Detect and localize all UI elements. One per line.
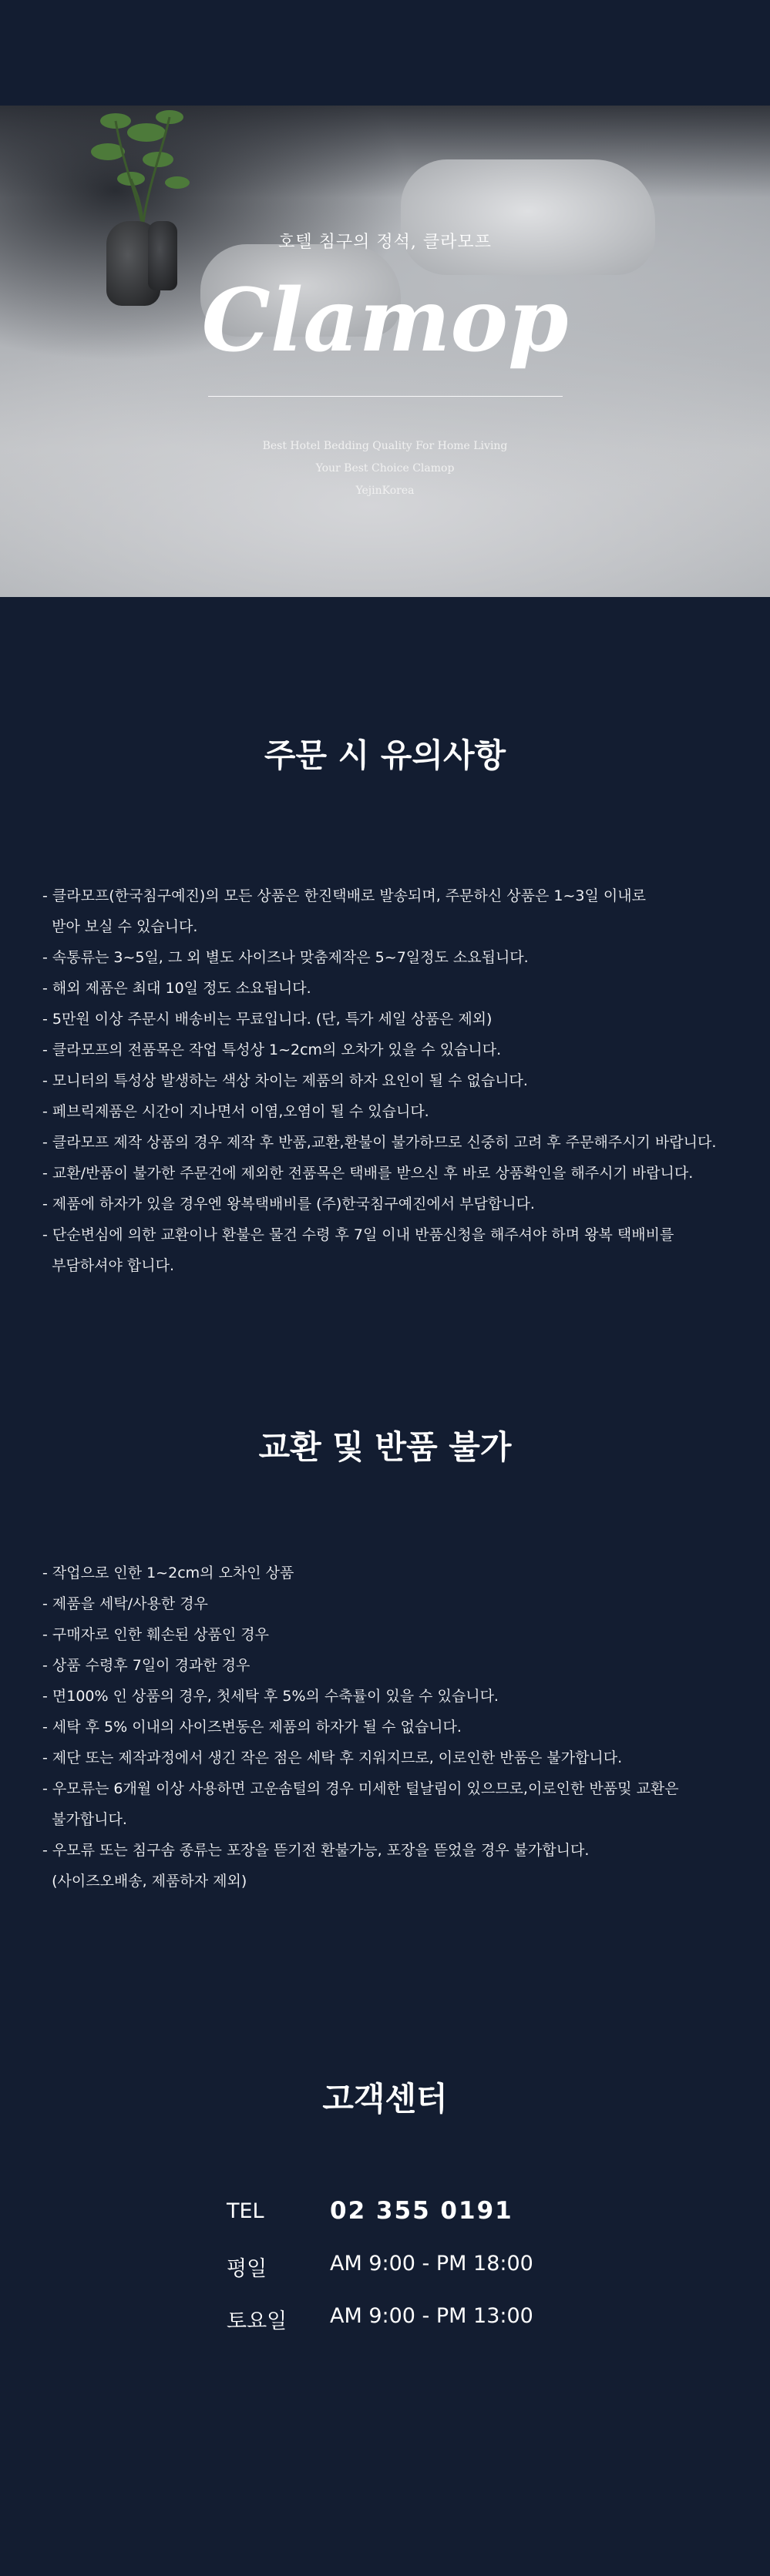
hero-subtitle: 호텔 침구의 정석, 클라모프 (278, 233, 492, 252)
no-return-title: 교환 및 반품 불가 (258, 1428, 512, 1466)
list-item: - 우모류는 6개월 이상 사용하면 고운솜털의 경우 미세한 털날림이 있으므로,이로인한 반품및 교환은 불가합니다. (42, 1780, 679, 1828)
no-return-list (42, 1558, 736, 1897)
list-item: - 페브릭제품은 시간이 지나면서 이염,오염이 될 수 있습니다. (42, 1103, 429, 1120)
list-item: - 제품을 세탁/사용한 경우 (42, 1595, 208, 1612)
list-item: - 클라모프 제작 상품의 경우 제작 후 반품,교환,환불이 불가하므로 신중히 고려 후 주문해주시기 바랍니다. (42, 1134, 717, 1151)
list-item: - 속통류는 3~5일, 그 외 별도 사이즈나 맞춤제작은 5~7일정도 소요됩니다. (42, 949, 529, 966)
customer-center-title: 고객센터 (322, 2080, 448, 2118)
customer-center-info (227, 2199, 550, 2356)
tel-label: TEL (227, 2199, 264, 2223)
order-notice-list (42, 880, 736, 1281)
list-item: - 단순변심에 의한 교환이나 환불은 물건 수령 후 7일 이내 반품신청을 해주셔야 하며 왕복 택배비를 부담하셔야 합니다. (42, 1226, 674, 1274)
order-notice-title: 주문 시 유의사항 (264, 736, 506, 774)
saturday-hours: AM 9:00 - PM 13:00 (330, 2304, 533, 2328)
list-item: - 구매자로 인한 훼손된 상품인 경우 (42, 1626, 270, 1643)
hero-tagline: Best Hotel Bedding Quality For Home Living (262, 440, 508, 452)
list-item: - 세탁 후 5% 이내의 사이즈변동은 제품의 하자가 될 수 없습니다. (42, 1719, 462, 1736)
list-item: - 작업으로 인한 1~2cm의 오차인 상품 (42, 1565, 294, 1581)
list-item: - 클라모프의 전품목은 작업 특성상 1~2cm의 오차가 있을 수 있습니다. (42, 1041, 502, 1058)
list-item: - 제단 또는 제작과정에서 생긴 작은 점은 세탁 후 지워지므로, 이로인한 반품은 불가합니다. (42, 1749, 623, 1766)
divider (208, 396, 563, 397)
brand-logo: Clamop (201, 270, 569, 371)
list-item: - 교환/반품이 불가한 주문건에 제외한 전품목은 택배를 받으신 후 바로 상품확인을 해주시기 바랍니다. (42, 1165, 694, 1182)
list-item: - 면100% 인 상품의 경우, 첫세탁 후 5%의 수축률이 있을 수 있습니다. (42, 1688, 499, 1705)
tel-value[interactable]: 02 355 0191 (330, 2197, 513, 2225)
saturday-label: 토요일 (227, 2309, 287, 2333)
tel-row (227, 2199, 550, 2252)
hero-tagline: YejinKorea (355, 485, 415, 497)
saturday-row (227, 2304, 550, 2356)
list-item: - 우모류 또는 침구솜 종류는 포장을 뜯기전 환불가능, 포장을 뜯었을 경우 불가합니다. (사이즈오배송, 제품하자 제외) (42, 1842, 590, 1890)
list-item: - 모니터의 특성상 발생하는 색상 차이는 제품의 하자 요인이 될 수 없습니다. (42, 1072, 528, 1089)
list-item: - 제품에 하자가 있을 경우엔 왕복택배비를 (주)한국침구예진에서 부담합니다. (42, 1196, 535, 1213)
pillow-image (401, 159, 655, 275)
hero-tagline: Your Best Choice Clamop (315, 462, 455, 475)
list-item: - 클라모프(한국침구예진)의 모든 상품은 한진택배로 발송되며, 주문하신 상품은 1~3일 이내로 받아 보실 수 있습니다. (42, 887, 646, 935)
weekday-label: 평일 (227, 2257, 267, 2281)
list-item: - 상품 수령후 7일이 경과한 경우 (42, 1657, 251, 1674)
hero-banner (0, 106, 770, 597)
weekday-hours: AM 9:00 - PM 18:00 (330, 2252, 533, 2276)
list-item: - 해외 제품은 최대 10일 정도 소요됩니다. (42, 980, 311, 997)
weekday-row (227, 2252, 550, 2304)
list-item: - 5만원 이상 주문시 배송비는 무료입니다. (단, 특가 세일 상품은 제외) (42, 1011, 493, 1028)
